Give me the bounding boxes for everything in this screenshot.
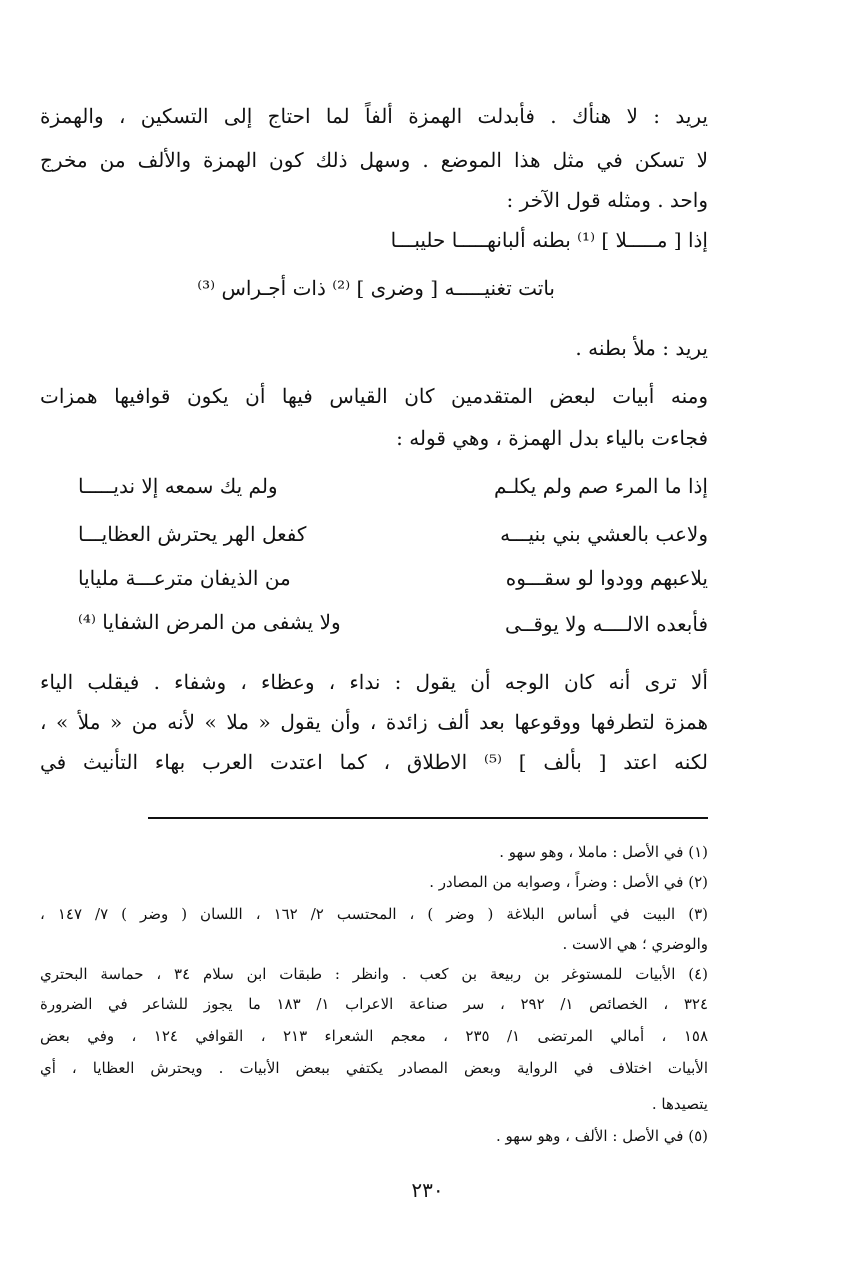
footnote-line: (٣) البيت في أساس البلاغة ( وضر ) ، المحتسب ٢/ ١٦٢ ، اللسان ( وضر ) ٧/ ١٤٧ ، xyxy=(40,905,708,923)
footnote-line: ١٥٨ ، أمالي المرتضى ١/ ٢٣٥ ، معجم الشعراء ٢١٣ ، القوافي ١٢٤ ، وفي بعض xyxy=(40,1027,708,1045)
footnote-line: والوضري ؛ هي الاست . xyxy=(562,935,708,953)
body-line: ومنه أبيات لبعض المتقدمين كان القياس فيها أن يكون قوافيها همزات xyxy=(40,384,708,408)
poem-hemistich-right: يلاعبهم وودوا لو سقـــوه xyxy=(505,566,708,590)
poem-hemistich-left: ولم يك سمعه إلا نديـــــا xyxy=(78,474,278,498)
footnote-line: (٥) في الأصل : الألف ، وهو سهو . xyxy=(495,1127,708,1145)
poem-hemistich-right: ولاعب بالعشي بني بنيـــه xyxy=(500,522,708,546)
body-line: لا تسكن في مثل هذا الموضع . وسهل ذلك كون الهمزة والألف من مخرج xyxy=(40,148,708,172)
poem-hemistich-right: فأبعده الالــــه ولا يوقــى xyxy=(504,612,708,636)
body-line: همزة لتطرفها ووقوعها بعد ألف زائدة ، وأن يقول « ملا » لأنه من « ملأ » ، xyxy=(40,710,708,734)
poem-hemistich-left: ولا يشفى من المرض الشفايا ⁽⁴⁾ xyxy=(78,610,341,634)
footnote-line: الأبيات اختلاف في الرواية وبعض المصادر يكتفي ببعض الأبيات . ويحترش العظايا ، أي xyxy=(40,1059,708,1077)
poem-hemistich-left: كفعل الهر يحترش العظايـــا xyxy=(78,522,307,546)
verse-line: باتت تغنيـــــه [ وضرى ] ⁽²⁾ ذات أجـراس ⁽³⁾ xyxy=(197,276,555,300)
poem-hemistich-right: إذا ما المرء صم ولم يكلـم xyxy=(493,474,708,498)
body-line: لكنه اعتد [ بألف ] ⁽⁵⁾ الاطلاق ، كما اعتدت العرب بهاء التأنيث في xyxy=(40,750,708,774)
body-line: يريد : ملأ بطنه . xyxy=(575,336,708,360)
footnote-line: (٢) في الأصل : وضراً ، وصوابه من المصادر . xyxy=(429,873,708,891)
body-line: فجاءت بالياء بدل الهمزة ، وهي قوله : xyxy=(396,426,708,450)
body-line: واحد . ومثله قول الآخر : xyxy=(506,188,708,212)
footnote-separator xyxy=(148,817,708,819)
footnote-line: (٤) الأبيات للمستوغر بن ربيعة بن كعب . وانظر : طبقات ابن سلام ٣٤ ، حماسة البحتري xyxy=(40,965,708,983)
footnote-line: يتصيدها . xyxy=(651,1095,708,1113)
body-line: يريد : لا هنأك . فأبدلت الهمزة ألفاً لما احتاج إلى التسكين ، والهمزة xyxy=(40,104,708,128)
poem-hemistich-left: من الذيفان مترعـــة مليايا xyxy=(78,566,291,590)
page-number: ٢٣٠ xyxy=(411,1178,444,1202)
footnote-line: ٣٢٤ ، الخصائص ١/ ٢٩٢ ، سر صناعة الاعراب ١/ ١٨٣ ما يجوز للشاعر في الضرورة xyxy=(40,995,708,1013)
body-line: ألا ترى أنه كان الوجه أن يقول : نداء ، وعظاء ، وشفاء . فيقلب الياء xyxy=(40,670,708,694)
verse-line: إذا [ مـــــلا ] ⁽¹⁾ بطنه ألبانهـــــا حليبـــا xyxy=(390,228,708,252)
footnote-line: (١) في الأصل : ماملا ، وهو سهو . xyxy=(499,843,708,861)
